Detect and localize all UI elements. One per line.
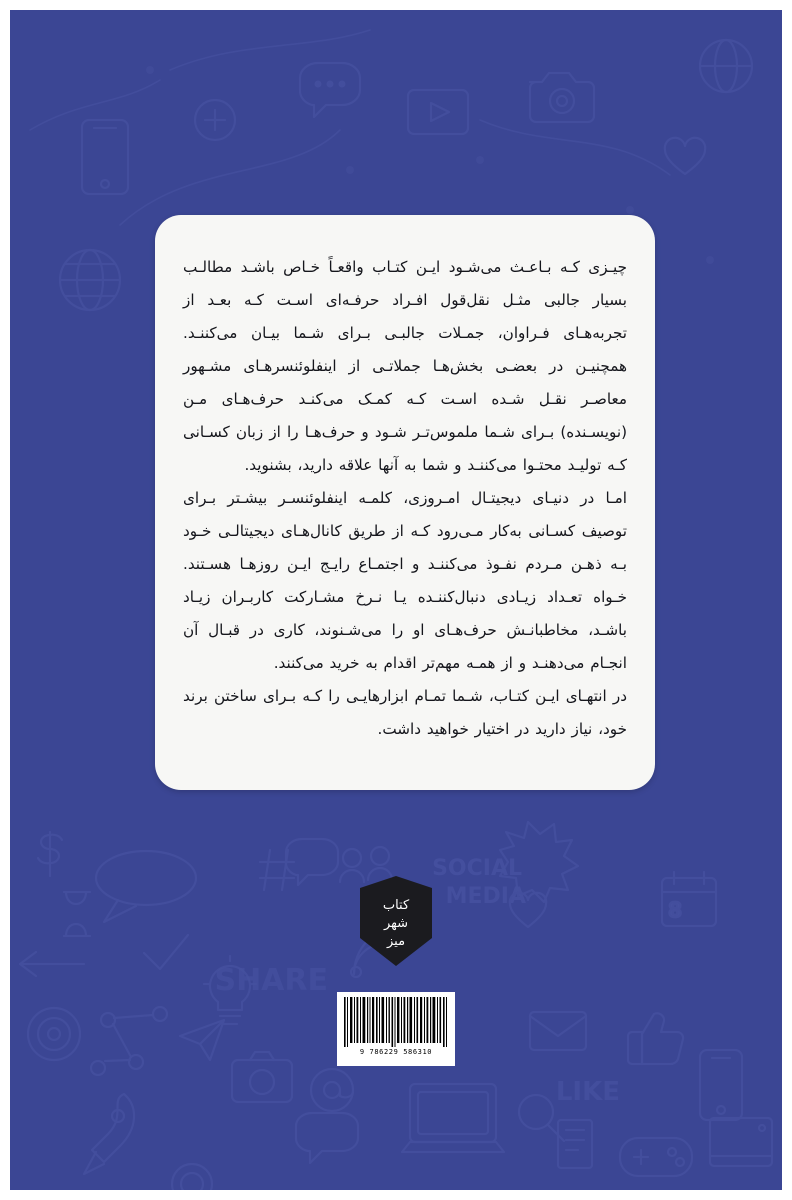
back-cover-paragraph-2: امـا در دنیـای دیجیتـال امـروزی، کلمـه اینفلوئنسـر بیشـتر بـرای توصیف کسـانی به‌کار مـی‌رود کـه از طریق کانال‌هـای دیجیتالـی خـود بـه ذهـن مـردم نفـوذ می‌کننـد و اجتمـاع رایـج ایـن روزهـا هسـتند. خـواه تعـداد زیـادی دنبال‌کننـده یـا نـرخ مشـارکت کاربـران زیـاد باشـد، مخاطبانـش حرف‌هـای او را می‌شـنوند، کاری در قبـال آن انجـام می‌دهنـد و از همـه مهم‌تر اقدام به خرید می‌کنند.: [183, 489, 627, 672]
barcode-bars: [343, 997, 449, 1047]
publisher-logo-line2: شهر: [383, 916, 409, 931]
decorative-word-share: SHARE: [214, 963, 328, 998]
decorative-word-media: MEDIA: [445, 884, 526, 909]
publisher-logo-line3: میز: [386, 934, 406, 949]
publisher-logo-icon: [357, 875, 435, 967]
back-cover-paragraph-1: چیـزی کـه بـاعـث می‌شـود ایـن کتـاب واقعـاً خـاص باشـد مطالـب بسیار جالبی مثـل نقل‌قول افـراد حرفـه‌ای اسـت کـه بعـد از تجربه‌هـای فـراوان، جمـلات جالبـی بـرای شـما بیـان می‌کننـد. همچنیـن در بعضـی بخش‌هـا جملاتـی از اینفلوئنسرهـای مشـهور معاصـر نقـل شـده اسـت کـه کمـک می‌کنـد حرف‌هـای مـن (نویسـنده) بـرای شـما ملموس‌تـر شـود و حرف‌هـا را از زبان کسـانی کـه تولیـد محتـوا می‌کننـد و شما به آنها علاقه دارید، بشنوید.: [183, 258, 627, 474]
publisher-logo-line1: کتاب: [382, 898, 410, 913]
back-cover-text-body: [183, 251, 627, 764]
decorative-word-like: LIKE: [555, 1077, 620, 1107]
decorative-word-social: SOCIAL: [432, 856, 522, 881]
back-cover-text-card: [155, 215, 655, 790]
decorative-calendar-day: 8: [668, 898, 682, 922]
publisher-logo: [357, 875, 435, 967]
isbn-number: 9 786229 586310: [359, 1048, 433, 1056]
back-cover-paragraph-3: در انتهـای ایـن کتـاب، شـما تمـام ابزارهایـی را کـه بـرای ساختن برند خود، نیاز دارید در اختیار خواهید داشت.: [183, 687, 627, 738]
isbn-barcode: [337, 992, 455, 1066]
book-cover: [10, 10, 782, 1190]
